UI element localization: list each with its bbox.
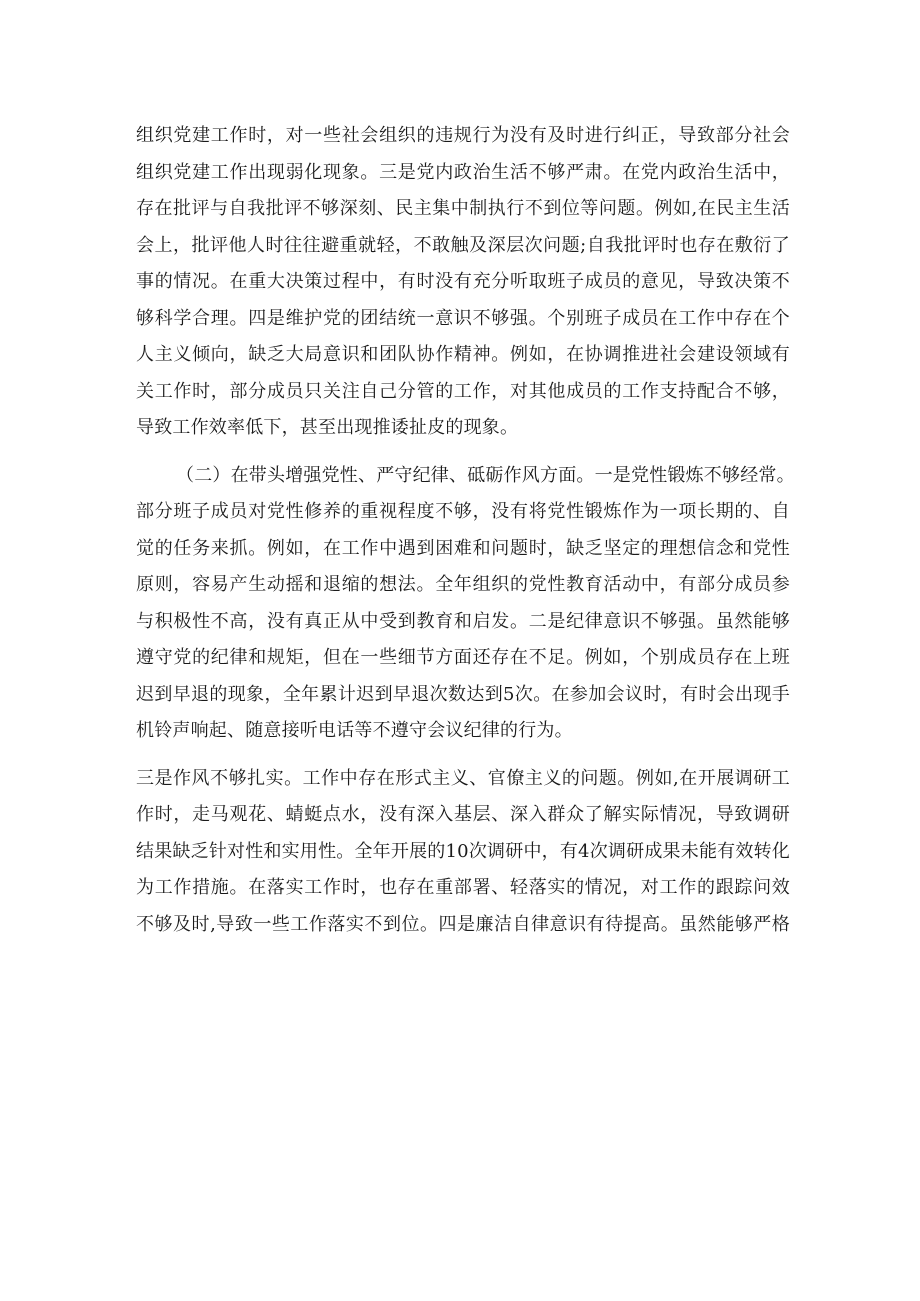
- text-line: 会上，批评他人时往往避重就轻，不敢触及深层次问题;自我批评时也存在敷衍了: [136, 234, 790, 256]
- text-line: 存在批评与自我批评不够深刻、民主集中制执行不到位等问题。例如,在民主生活: [136, 198, 790, 219]
- text-line: （二）在带头增强党性、严守纪律、砥砺作风方面。一是党性锻炼不够经常。: [176, 464, 795, 486]
- text-line: 结果缺乏针对性和实用性。全年开展的10次调研中，有4次调研成果未能有效转化: [136, 840, 790, 862]
- text-line: 人主义倾向，缺乏大局意识和团队协作精神。例如，在协调推进社会建设领域有: [136, 344, 790, 365]
- text-line: 部分班子成员对党性修养的重视程度不够，没有将党性锻炼作为一项长期的、自: [136, 501, 790, 522]
- text-line: 够科学合理。四是维护党的团结统一意识不够强。个别班子成员在工作中存在个: [136, 307, 790, 329]
- text-line: 与积极性不高，没有真正从中受到教育和启发。二是纪律意识不够强。虽然能够: [136, 610, 790, 632]
- text-line: 三是作风不够扎实。工作中存在形式主义、官僚主义的问题。例如,在开展调研工: [136, 767, 790, 789]
- text-line: 组织党建工作时，对一些社会组织的违规行为没有及时进行纠正，导致部分社会: [136, 125, 790, 146]
- text-line: 遵守党的纪律和规矩，但在一些细节方面还存在不足。例如，个别成员存在上班: [136, 647, 790, 668]
- text-line: 原则，容易产生动摇和退缩的想法。全年组织的党性教育活动中，有部分成员参: [136, 574, 790, 595]
- text-line: 事的情况。在重大决策过程中，有时没有充分听取班子成员的意见，导致决策不: [136, 271, 790, 292]
- paragraph-3: [136, 761, 790, 944]
- text-line: 迟到早退的现象，全年累计迟到早退次数达到5次。在参加会议时，有时会出现手: [136, 683, 790, 705]
- text-line: 为工作措施。在落实工作时，也存在重部署、轻落实的情况，对工作的跟踪问效: [136, 877, 790, 898]
- document-body: [136, 118, 795, 943]
- text-line: 觉的任务来抓。例如，在工作中遇到困难和问题时，缺乏坚定的理想信念和党性: [136, 537, 790, 559]
- text-line: 作时，走马观花、蜻蜓点水，没有深入基层、深入群众了解实际情况，导致调研: [136, 804, 790, 825]
- paragraph-2: [136, 458, 795, 750]
- text-line: 导致工作效率低下，甚至出现推诿扯皮的现象。: [136, 417, 519, 438]
- paragraph-1: [136, 118, 790, 447]
- text-line: 机铃声响起、随意接听电话等不遵守会议纪律的行为。: [136, 720, 573, 741]
- text-line: 关工作时，部分成员只关注自己分管的工作，对其他成员的工作支持配合不够，: [136, 380, 790, 402]
- text-line: 不够及时,导致一些工作落实不到位。四是廉洁自律意识有待提高。虽然能够严格: [136, 913, 790, 935]
- text-line: 组织党建工作出现弱化现象。三是党内政治生活不够严肃。在党内政治生活中，: [136, 161, 790, 183]
